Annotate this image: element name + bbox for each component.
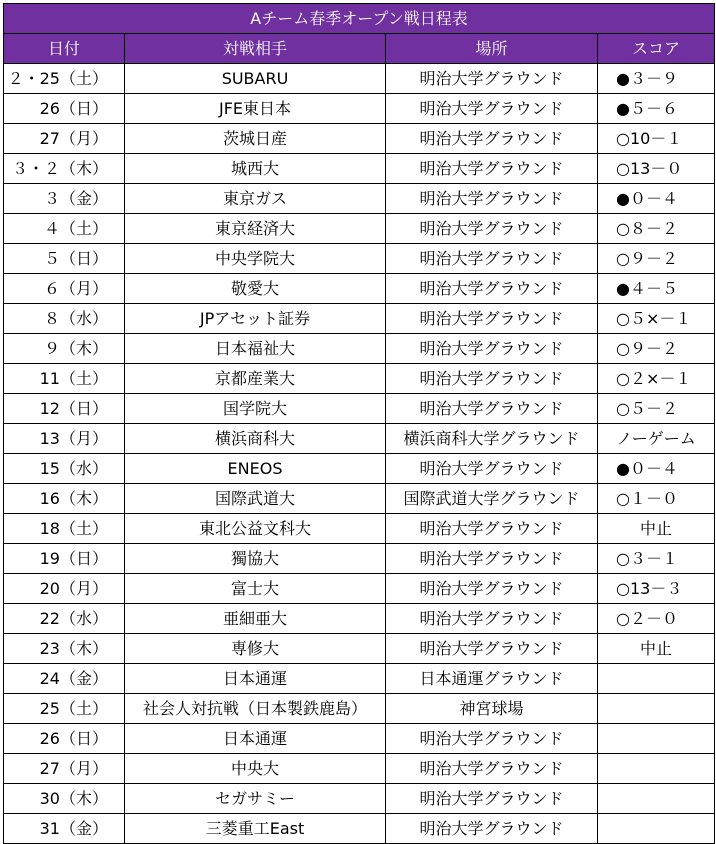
table-row: [4, 94, 715, 124]
score-value: ノーゲーム: [616, 429, 696, 448]
score-value: ○10－１: [616, 129, 683, 148]
score-cell: [598, 364, 715, 394]
venue-cell: 明治大学グラウンド: [386, 64, 598, 94]
opponent-cell: 富士大: [125, 574, 386, 604]
venue-cell: 明治大学グラウンド: [386, 814, 598, 844]
column-header-venue: 場所: [386, 34, 598, 64]
date-cell: 26（日）: [4, 94, 125, 124]
table-row: [4, 424, 715, 454]
date-cell: 24（金）: [4, 664, 125, 694]
date-cell: 27（月）: [4, 124, 125, 154]
date-cell: ５（日）: [4, 244, 125, 274]
venue-cell: 明治大学グラウンド: [386, 364, 598, 394]
score-value: ●３－９: [616, 69, 678, 88]
score-cell: [598, 64, 715, 94]
score-cell: [598, 604, 715, 634]
date-cell: ６（月）: [4, 274, 125, 304]
score-cell: [598, 94, 715, 124]
score-cell: [598, 754, 715, 784]
date-cell: 11（土）: [4, 364, 125, 394]
table-row: [4, 694, 715, 724]
date-cell: 25（土）: [4, 694, 125, 724]
score-value: ●０－４: [616, 459, 678, 478]
opponent-cell: JPアセット証券: [125, 304, 386, 334]
table-row: [4, 304, 715, 334]
score-cell: [598, 634, 715, 664]
score-cell: [598, 454, 715, 484]
table-row: [4, 454, 715, 484]
column-header-opponent: 対戦相手: [125, 34, 386, 64]
table-row: [4, 604, 715, 634]
venue-cell: 明治大学グラウンド: [386, 214, 598, 244]
venue-cell: 横浜商科大学グラウンド: [386, 424, 598, 454]
table-row: [4, 124, 715, 154]
table-title: Aチーム春季オープン戦日程表: [4, 4, 715, 34]
opponent-cell: 社会人対抗戦（日本製鉄鹿島）: [125, 694, 386, 724]
score-cell: [598, 334, 715, 364]
opponent-cell: 国学院大: [125, 394, 386, 424]
score-value: ○９－２: [616, 339, 678, 358]
score-value: ○５×－１: [616, 309, 692, 328]
date-cell: ３（金）: [4, 184, 125, 214]
venue-cell: 明治大学グラウンド: [386, 94, 598, 124]
opponent-cell: 中央学院大: [125, 244, 386, 274]
venue-cell: 神宮球場: [386, 694, 598, 724]
table-row: [4, 244, 715, 274]
date-cell: ２・25（土）: [4, 64, 125, 94]
opponent-cell: 国際武道大: [125, 484, 386, 514]
venue-cell: 明治大学グラウンド: [386, 274, 598, 304]
table-row: [4, 814, 715, 844]
score-value: ○１－０: [616, 489, 678, 508]
venue-cell: 明治大学グラウンド: [386, 724, 598, 754]
score-cell: [598, 244, 715, 274]
score-cell: [598, 424, 715, 454]
table-row: [4, 484, 715, 514]
score-cell: [598, 784, 715, 814]
table-row: [4, 214, 715, 244]
opponent-cell: 茨城日産: [125, 124, 386, 154]
score-cell: [598, 154, 715, 184]
opponent-cell: 中央大: [125, 754, 386, 784]
venue-cell: 明治大学グラウンド: [386, 514, 598, 544]
score-cell: [598, 724, 715, 754]
table-row: [4, 544, 715, 574]
table-row: [4, 184, 715, 214]
opponent-cell: 日本通運: [125, 724, 386, 754]
score-cell: [598, 664, 715, 694]
venue-cell: 明治大学グラウンド: [386, 394, 598, 424]
opponent-cell: 京都産業大: [125, 364, 386, 394]
score-cell: [598, 184, 715, 214]
score-cell: [598, 814, 715, 844]
opponent-cell: 敬愛大: [125, 274, 386, 304]
score-cell: [598, 304, 715, 334]
venue-cell: 明治大学グラウンド: [386, 634, 598, 664]
date-cell: 22（水）: [4, 604, 125, 634]
score-value: ○13－０: [616, 159, 683, 178]
opponent-cell: セガサミー: [125, 784, 386, 814]
opponent-cell: 日本福祉大: [125, 334, 386, 364]
score-value: ●４－５: [616, 279, 678, 298]
table-row: [4, 154, 715, 184]
venue-cell: 明治大学グラウンド: [386, 754, 598, 784]
opponent-cell: 日本通運: [125, 664, 386, 694]
score-cell: [598, 484, 715, 514]
score-value: ●５－６: [616, 99, 678, 118]
opponent-cell: SUBARU: [125, 64, 386, 94]
venue-cell: 明治大学グラウンド: [386, 544, 598, 574]
date-cell: 13（月）: [4, 424, 125, 454]
date-cell: 23（木）: [4, 634, 125, 664]
score-value: ○２－０: [616, 609, 678, 628]
date-cell: 26（日）: [4, 724, 125, 754]
table-row: [4, 634, 715, 664]
venue-cell: 明治大学グラウンド: [386, 244, 598, 274]
venue-cell: 明治大学グラウンド: [386, 454, 598, 484]
venue-cell: 日本通運グラウンド: [386, 664, 598, 694]
score-cell: [598, 274, 715, 304]
date-cell: 30（木）: [4, 784, 125, 814]
date-cell: 19（日）: [4, 544, 125, 574]
score-value: ○２×－１: [616, 369, 692, 388]
date-cell: ４（土）: [4, 214, 125, 244]
score-value: ○９－２: [616, 249, 678, 268]
table-row: [4, 64, 715, 94]
table-row: [4, 784, 715, 814]
venue-cell: 明治大学グラウンド: [386, 604, 598, 634]
date-cell: ３・２（木）: [4, 154, 125, 184]
score-cell: [598, 394, 715, 424]
opponent-cell: 東京ガス: [125, 184, 386, 214]
column-header-score: スコア: [598, 34, 715, 64]
score-value: ○５－２: [616, 399, 678, 418]
opponent-cell: 専修大: [125, 634, 386, 664]
venue-cell: 明治大学グラウンド: [386, 784, 598, 814]
opponent-cell: 東京経済大: [125, 214, 386, 244]
venue-cell: 明治大学グラウンド: [386, 154, 598, 184]
table-row: [4, 334, 715, 364]
venue-cell: 明治大学グラウンド: [386, 334, 598, 364]
opponent-cell: 東北公益文科大: [125, 514, 386, 544]
score-cell: [598, 694, 715, 724]
date-cell: 12（日）: [4, 394, 125, 424]
score-cell: [598, 514, 715, 544]
date-cell: ９（木）: [4, 334, 125, 364]
schedule-rows: [4, 64, 715, 844]
date-cell: 15（水）: [4, 454, 125, 484]
score-cell: [598, 124, 715, 154]
opponent-cell: 城西大: [125, 154, 386, 184]
table-row: [4, 364, 715, 394]
opponent-cell: 亜細亜大: [125, 604, 386, 634]
table-row: [4, 274, 715, 304]
score-cell: [598, 544, 715, 574]
score-value: ○８－２: [616, 219, 678, 238]
date-cell: ８（水）: [4, 304, 125, 334]
venue-cell: 明治大学グラウンド: [386, 574, 598, 604]
schedule-table: [3, 3, 715, 844]
title-row: [4, 4, 715, 34]
score-value: 中止: [640, 639, 673, 658]
opponent-cell: 横浜商科大: [125, 424, 386, 454]
venue-cell: 国際武道大学グラウンド: [386, 484, 598, 514]
header-row: [4, 34, 715, 64]
date-cell: 31（金）: [4, 814, 125, 844]
opponent-cell: JFE東日本: [125, 94, 386, 124]
score-value: ○13－３: [616, 579, 683, 598]
table-row: [4, 514, 715, 544]
score-cell: [598, 214, 715, 244]
date-cell: 18（土）: [4, 514, 125, 544]
score-value: ●０－４: [616, 189, 678, 208]
date-cell: 27（月）: [4, 754, 125, 784]
venue-cell: 明治大学グラウンド: [386, 304, 598, 334]
date-cell: 20（月）: [4, 574, 125, 604]
table-row: [4, 754, 715, 784]
score-value: 中止: [640, 519, 673, 538]
venue-cell: 明治大学グラウンド: [386, 124, 598, 154]
table-row: [4, 724, 715, 754]
table-row: [4, 574, 715, 604]
opponent-cell: 獨協大: [125, 544, 386, 574]
table-row: [4, 664, 715, 694]
column-header-date: 日付: [4, 34, 125, 64]
opponent-cell: ENEOS: [125, 454, 386, 484]
opponent-cell: 三菱重工East: [125, 814, 386, 844]
score-cell: [598, 574, 715, 604]
score-value: ○３－１: [616, 549, 678, 568]
table-row: [4, 394, 715, 424]
date-cell: 16（木）: [4, 484, 125, 514]
venue-cell: 明治大学グラウンド: [386, 184, 598, 214]
